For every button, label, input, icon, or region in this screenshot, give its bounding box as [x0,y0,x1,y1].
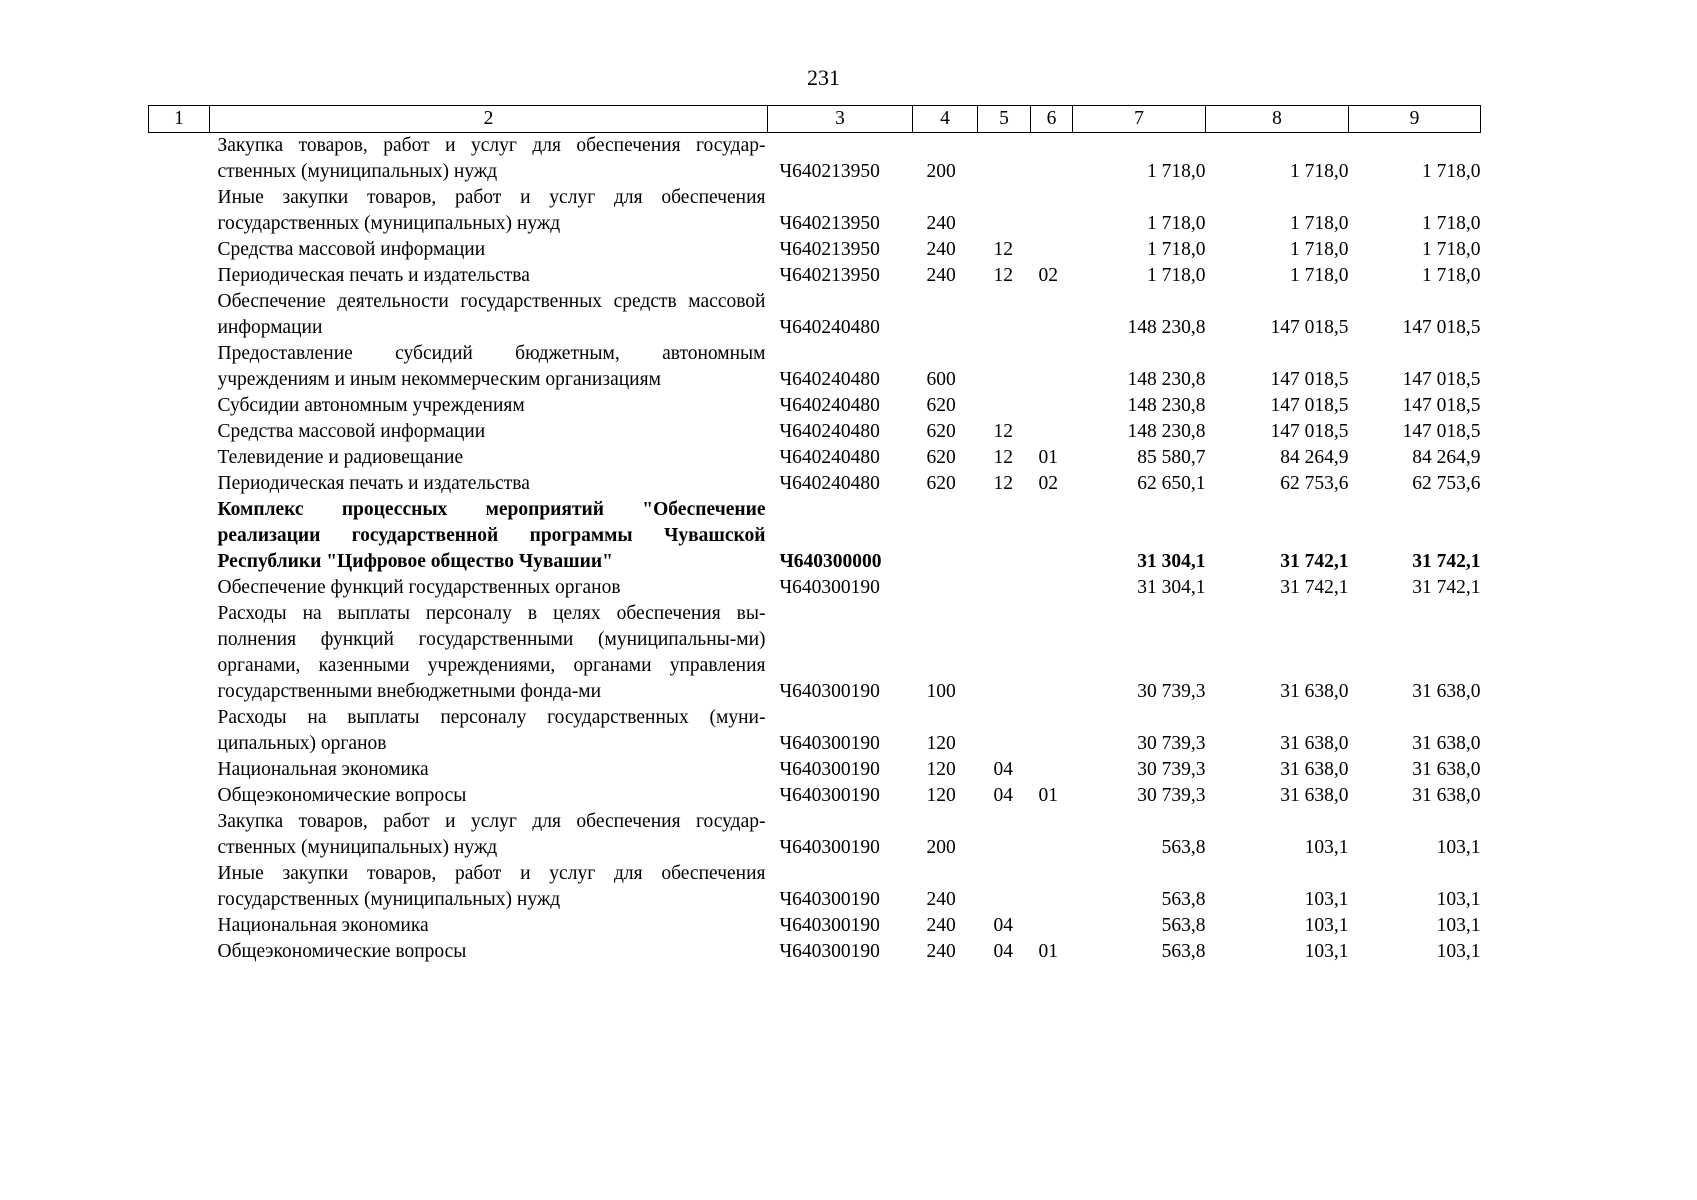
expense-type-cell [913,575,978,601]
table-body [149,133,1481,966]
amount-col7-cell: 563,8 [1161,837,1206,858]
expense-type-cell: 120 [926,759,956,780]
amount-col8-cell: 103,1 [1304,889,1349,910]
amount-col7-cell: 31 304,1 [1137,551,1206,572]
section-code-cell: 12 [993,473,1013,494]
amount-col7-cell: 563,8 [1161,915,1206,936]
section-code-cell: 04 [993,785,1013,806]
column-header: 8 [1206,106,1349,133]
target-article-code-cell: Ч640300190 [779,577,880,598]
row-name-cell: Иные закупки товаров, работ и услуг для обеспечения государственных (муниципальных) нужд [217,187,766,234]
first-column-cell [149,445,210,471]
first-column-cell [149,861,210,913]
amount-col9-cell: 103,1 [1436,941,1481,962]
target-article-code-cell: Ч640213950 [779,265,880,286]
subsection-code-cell: 02 [1038,265,1058,286]
section-code-cell [978,861,1031,913]
amount-col9-cell: 147 018,5 [1402,421,1481,442]
amount-col9-cell: 103,1 [1436,915,1481,936]
target-article-code-cell: Ч640240480 [779,317,880,338]
amount-col8-cell: 103,1 [1304,941,1349,962]
table-row [149,913,1481,939]
table-row [149,497,1481,575]
row-name-cell: Национальная экономика [217,759,429,780]
subsection-code-cell: 02 [1038,473,1058,494]
column-header: 6 [1031,106,1073,133]
section-code-cell [978,133,1031,186]
target-article-code-cell: Ч640300190 [779,733,880,754]
row-name-cell: Национальная экономика [217,915,429,936]
amount-col9-cell: 31 742,1 [1412,577,1481,598]
column-header: 9 [1349,106,1481,133]
section-code-cell [978,185,1031,237]
section-code-cell: 12 [993,265,1013,286]
expense-type-cell: 240 [926,941,956,962]
first-column-cell [149,939,210,965]
amount-col7-cell: 30 739,3 [1137,733,1206,754]
amount-col9-cell: 31 638,0 [1412,733,1481,754]
amount-col7-cell: 148 230,8 [1127,369,1206,390]
row-name-cell: Предоставление субсидий бюджетным, автономным учреждениям и иным некоммерческим организациям [217,343,766,390]
subsection-code-cell: 01 [1038,941,1058,962]
target-article-code-cell: Ч640300190 [779,941,880,962]
subsection-code-cell [1031,705,1073,757]
subsection-code-cell: 01 [1038,785,1058,806]
subsection-code-cell [1031,497,1073,575]
table-row [149,445,1481,471]
expense-type-cell: 240 [926,239,956,260]
target-article-code-cell: Ч640300190 [779,785,880,806]
first-column-cell [149,783,210,809]
expense-type-cell: 240 [926,213,956,234]
amount-col9-cell: 1 718,0 [1422,239,1481,260]
column-header: 1 [149,106,210,133]
row-name-cell: Субсидии автономным учреждениям [217,395,525,416]
amount-col9-cell: 84 264,9 [1412,447,1481,468]
amount-col8-cell: 1 718,0 [1290,265,1349,286]
amount-col9-cell: 147 018,5 [1402,395,1481,416]
target-article-code-cell: Ч640300190 [779,837,880,858]
amount-col9-cell: 31 638,0 [1412,759,1481,780]
row-name-cell: Комплекс процессных мероприятий "Обеспечение реализации государственной программы Чувашской Республики "Цифровое общество Чувашии" [217,499,766,572]
row-name-cell: Средства массовой информации [217,421,486,442]
amount-col8-cell: 1 718,0 [1290,161,1349,182]
first-column-cell [149,757,210,783]
column-header: 4 [913,106,978,133]
amount-col7-cell: 563,8 [1161,889,1206,910]
target-article-code-cell: Ч640240480 [779,473,880,494]
table-row [149,185,1481,237]
section-code-cell [978,575,1031,601]
section-code-cell [978,705,1031,757]
amount-col9-cell: 62 753,6 [1412,473,1481,494]
expense-type-cell: 240 [926,889,956,910]
section-code-cell: 04 [993,941,1013,962]
first-column-cell [149,809,210,861]
table-row [149,419,1481,445]
table-row [149,939,1481,965]
subsection-code-cell [1031,601,1073,705]
target-article-code-cell: Ч640300190 [779,889,880,910]
subsection-code-cell [1031,809,1073,861]
section-code-cell [978,497,1031,575]
amount-col8-cell: 147 018,5 [1270,317,1349,338]
row-name-cell: Обеспечение функций государственных органов [217,577,621,598]
amount-col8-cell: 1 718,0 [1290,239,1349,260]
column-header: 7 [1073,106,1206,133]
table-row [149,289,1481,341]
subsection-code-cell [1031,419,1073,445]
amount-col8-cell: 84 264,9 [1280,447,1349,468]
target-article-code-cell: Ч640240480 [779,369,880,390]
first-column-cell [149,575,210,601]
amount-col8-cell: 31 638,0 [1280,733,1349,754]
table-row [149,783,1481,809]
row-name-cell: Периодическая печать и издательства [217,473,530,494]
expense-type-cell: 240 [926,915,956,936]
amount-col9-cell: 31 638,0 [1412,785,1481,806]
amount-col8-cell: 31 742,1 [1280,551,1349,572]
amount-col7-cell: 31 304,1 [1137,577,1206,598]
expense-type-cell: 620 [926,447,956,468]
table-row [149,601,1481,705]
subsection-code-cell: 01 [1038,447,1058,468]
expense-type-cell: 620 [926,421,956,442]
amount-col8-cell: 147 018,5 [1270,395,1349,416]
section-code-cell [978,393,1031,419]
amount-col8-cell: 31 742,1 [1280,577,1349,598]
amount-col9-cell: 31 638,0 [1412,681,1481,702]
table-row [149,757,1481,783]
first-column-cell [149,497,210,575]
subsection-code-cell [1031,289,1073,341]
amount-col8-cell: 147 018,5 [1270,421,1349,442]
amount-col9-cell: 1 718,0 [1422,213,1481,234]
first-column-cell [149,705,210,757]
first-column-cell [149,237,210,263]
section-code-cell: 04 [993,759,1013,780]
expense-type-cell: 120 [926,785,956,806]
amount-col7-cell: 1 718,0 [1147,161,1206,182]
amount-col9-cell: 103,1 [1436,837,1481,858]
target-article-code-cell: Ч640240480 [779,447,880,468]
amount-col8-cell: 103,1 [1304,915,1349,936]
expense-type-cell: 200 [926,161,956,182]
first-column-cell [149,419,210,445]
row-name-cell: Общеэкономические вопросы [217,941,467,962]
expense-type-cell [913,289,978,341]
row-name-cell: Обеспечение деятельности государственных средств массовой информации [217,291,766,338]
expense-type-cell: 600 [926,369,956,390]
amount-col8-cell: 31 638,0 [1280,681,1349,702]
amount-col7-cell: 148 230,8 [1127,421,1206,442]
amount-col8-cell: 1 718,0 [1290,213,1349,234]
expense-type-cell: 100 [926,681,956,702]
target-article-code-cell: Ч640300190 [779,915,880,936]
column-header: 5 [978,106,1031,133]
section-code-cell [978,289,1031,341]
subsection-code-cell [1031,393,1073,419]
row-name-cell: Расходы на выплаты персоналу в целях обеспечения вы-полнения функций государственными (муниципальны-ми) органами, казенными учреждениями, органами управления государственными внебюджетными фонда-ми [217,603,766,702]
column-header: 3 [768,106,913,133]
section-code-cell: 12 [993,447,1013,468]
row-name-cell: Телевидение и радиовещание [217,447,464,468]
first-column-cell [149,289,210,341]
table-row [149,263,1481,289]
section-code-cell [978,809,1031,861]
amount-col8-cell: 31 638,0 [1280,759,1349,780]
table-row [149,237,1481,263]
column-header: 2 [210,106,768,133]
page-number: 231 [807,65,840,90]
table-row [149,133,1481,186]
table-row [149,575,1481,601]
first-column-cell [149,471,210,497]
amount-col7-cell: 563,8 [1161,941,1206,962]
amount-col7-cell: 1 718,0 [1147,265,1206,286]
amount-col7-cell: 30 739,3 [1137,681,1206,702]
row-name-cell: Расходы на выплаты персоналу государственных (муни-ципальных) органов [217,707,766,754]
row-name-cell: Общеэкономические вопросы [217,785,467,806]
section-code-cell: 04 [993,915,1013,936]
first-column-cell [149,341,210,393]
row-name-cell: Периодическая печать и издательства [217,265,530,286]
target-article-code-cell: Ч640300190 [779,759,880,780]
amount-col7-cell: 30 739,3 [1137,785,1206,806]
table-row [149,471,1481,497]
subsection-code-cell [1031,575,1073,601]
first-column-cell [149,393,210,419]
expense-type-cell: 240 [926,265,956,286]
amount-col9-cell: 147 018,5 [1402,369,1481,390]
target-article-code-cell: Ч640213950 [779,213,880,234]
subsection-code-cell [1031,861,1073,913]
row-name-cell: Закупка товаров, работ и услуг для обеспечения государ-ственных (муниципальных) нужд [217,135,766,182]
expense-type-cell: 200 [926,837,956,858]
amount-col9-cell: 31 742,1 [1412,551,1481,572]
first-column-cell [149,601,210,705]
table-row [149,861,1481,913]
amount-col9-cell: 1 718,0 [1422,265,1481,286]
subsection-code-cell [1031,133,1073,186]
table-row [149,393,1481,419]
section-code-cell: 12 [993,421,1013,442]
amount-col7-cell: 1 718,0 [1147,239,1206,260]
amount-col8-cell: 103,1 [1304,837,1349,858]
first-column-cell [149,263,210,289]
expense-type-cell: 620 [926,473,956,494]
subsection-code-cell [1031,913,1073,939]
subsection-code-cell [1031,341,1073,393]
target-article-code-cell: Ч640300000 [779,551,882,572]
amount-col9-cell: 147 018,5 [1402,317,1481,338]
expense-type-cell [913,497,978,575]
first-column-cell [149,913,210,939]
amount-col7-cell: 85 580,7 [1137,447,1206,468]
first-column-cell [149,133,210,186]
amount-col7-cell: 62 650,1 [1137,473,1206,494]
first-column-cell [149,185,210,237]
subsection-code-cell [1031,237,1073,263]
amount-col9-cell: 1 718,0 [1422,161,1481,182]
amount-col7-cell: 1 718,0 [1147,213,1206,234]
section-code-cell [978,341,1031,393]
target-article-code-cell: Ч640213950 [779,239,880,260]
amount-col8-cell: 147 018,5 [1270,369,1349,390]
budget-table [148,105,1481,965]
subsection-code-cell [1031,185,1073,237]
amount-col8-cell: 62 753,6 [1280,473,1349,494]
column-number-header-row [149,106,1481,133]
expense-type-cell: 620 [926,395,956,416]
amount-col9-cell: 103,1 [1436,889,1481,910]
target-article-code-cell: Ч640240480 [779,421,880,442]
target-article-code-cell: Ч640300190 [779,681,880,702]
row-name-cell: Закупка товаров, работ и услуг для обеспечения государ-ственных (муниципальных) нужд [217,811,766,858]
target-article-code-cell: Ч640240480 [779,395,880,416]
amount-col7-cell: 148 230,8 [1127,317,1206,338]
table-row [149,809,1481,861]
table-row [149,705,1481,757]
table-row [149,341,1481,393]
section-code-cell [978,601,1031,705]
expense-type-cell: 120 [926,733,956,754]
amount-col7-cell: 148 230,8 [1127,395,1206,416]
amount-col8-cell: 31 638,0 [1280,785,1349,806]
section-code-cell: 12 [993,239,1013,260]
subsection-code-cell [1031,757,1073,783]
row-name-cell: Иные закупки товаров, работ и услуг для обеспечения государственных (муниципальных) нужд [217,863,766,910]
amount-col7-cell: 30 739,3 [1137,759,1206,780]
row-name-cell: Средства массовой информации [217,239,486,260]
target-article-code-cell: Ч640213950 [779,161,880,182]
